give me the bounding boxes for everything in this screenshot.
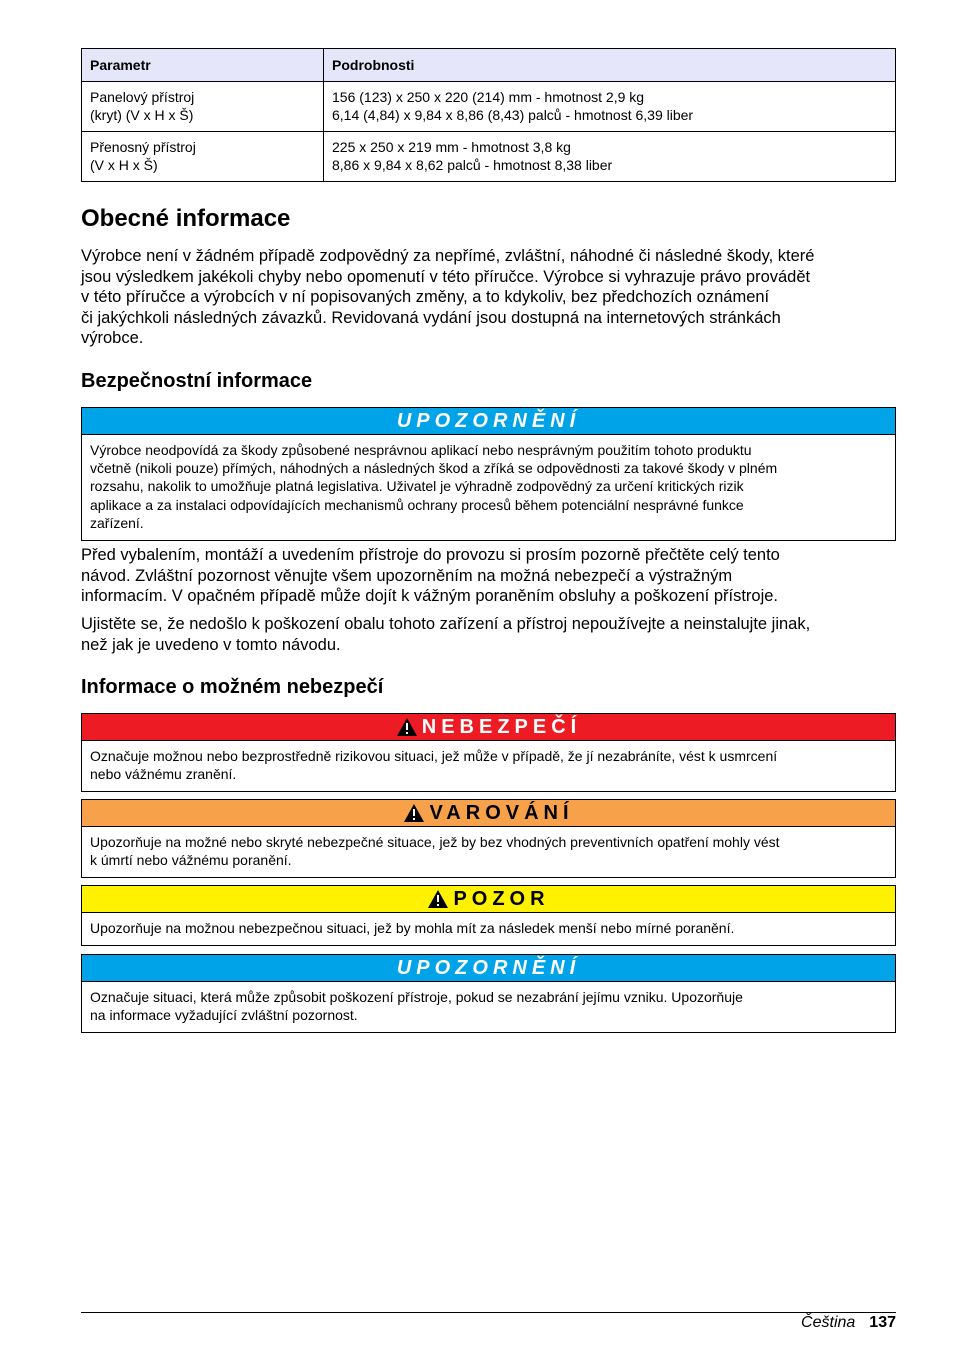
text-line: Ujistěte se, že nedošlo k poškození obalu tohoto zařízení a přístroj nepoužívejte a neinstalujte jinak,	[81, 615, 811, 633]
cell-line: 8,86 x 9,84 x 8,62 palců - hmotnost 8,38 liber	[332, 157, 613, 173]
cell-line: Přenosný přístroj	[90, 139, 196, 155]
notice-box-text	[82, 435, 895, 540]
warning-triangle-icon	[427, 889, 449, 909]
cell-line: Panelový přístroj	[90, 89, 195, 105]
page-number: 137	[869, 1314, 896, 1331]
notice-definition-text	[82, 982, 895, 1032]
text-line: na informace vyžadující zvláštní pozornost.	[90, 1007, 358, 1024]
text-line: Označuje situaci, která může způsobit poškození přístroje, pokud se nezabrání jejímu vzniku. Upozorňuje	[90, 989, 743, 1005]
danger-box-header	[82, 714, 895, 741]
column-header-parameter: Parametr	[82, 49, 324, 82]
warning-triangle-icon	[396, 717, 418, 737]
table-cell-parameter	[82, 132, 324, 182]
column-header-details: Podrobnosti	[324, 49, 896, 82]
page-footer	[801, 1313, 896, 1333]
text-line: než jak je uvedeno v tomto návodu.	[81, 635, 341, 654]
safety-paragraph-2	[81, 614, 896, 655]
cell-line: 6,14 (4,84) x 9,84 x 8,86 (8,43) palců - hmotnost 6,39 liber	[332, 107, 694, 123]
cell-line: 225 x 250 x 219 mm - hmotnost 3,8 kg	[332, 139, 571, 155]
notice-box	[81, 407, 896, 541]
warning-triangle-icon	[403, 803, 425, 823]
notice-box-header	[82, 408, 895, 435]
text-line: Upozorňuje na možnou nebezpečnou situaci, jež by mohla mít za následek menší nebo mírné poranění.	[90, 920, 735, 936]
cell-line: (V x H x Š)	[90, 157, 158, 173]
text-line: rozsahu, nakolik to umožňuje platná legislativa. Uživatel je výhradně zodpovědný za určení kritických rizik	[90, 478, 744, 495]
warning-box	[81, 799, 896, 878]
notice-definition-header	[82, 955, 895, 982]
text-line: Před vybalením, montáží a uvedením přístroje do provozu si prosím pozorně přečtěte celý tento	[81, 546, 780, 564]
text-line: nebo vážnému zranění.	[90, 766, 237, 783]
footer-language: Čeština	[801, 1314, 856, 1331]
text-line: zařízení.	[90, 514, 144, 531]
section-heading-general: Obecné informace	[81, 205, 291, 232]
caution-box-text	[82, 913, 895, 945]
warning-box-header	[82, 800, 895, 827]
text-line: Výrobce neodpovídá za škody způsobené nesprávnou aplikací nebo nesprávným použitím tohoto produktu	[90, 442, 752, 458]
text-line: v této příručce a výrobcích v ní popisovaných změny, a to kdykoliv, bez předchozích oznámení	[81, 288, 770, 307]
table-header-row	[82, 49, 896, 82]
warning-title: VAROVÁNÍ	[429, 801, 574, 824]
safety-paragraph-1	[81, 545, 896, 607]
text-line: jsou výsledkem jakékoli chyby nebo opomenutí v této příručce. Výrobce si vyhrazuje právo provádět	[81, 267, 811, 286]
general-paragraph	[81, 246, 896, 349]
text-line: výrobce.	[81, 329, 144, 348]
spec-table	[81, 48, 896, 182]
table-cell-details	[324, 132, 896, 182]
warning-box-text	[82, 827, 895, 877]
table-cell-parameter	[82, 82, 324, 132]
text-line: Upozorňuje na možné nebo skryté nebezpečné situace, jež by bez vhodných preventivních opatření mohly vést	[90, 834, 780, 850]
notice-title: UPOZORNĚNÍ	[396, 409, 581, 432]
table-cell-details	[324, 82, 896, 132]
table-row	[82, 132, 896, 182]
text-line: Výrobce není v žádném případě zodpovědný za nepřímé, zvláštní, náhodné či následné škody, které	[81, 247, 815, 265]
section-heading-hazard: Informace o možném nebezpečí	[81, 676, 384, 698]
caution-box	[81, 885, 896, 946]
text-line: včetně (nikoli pouze) přímých, náhodných a následných škod a zříká se odpovědnosti za takové škody v plném	[90, 460, 778, 477]
text-line: návod. Zvláštní pozornost věnujte všem upozorněním na možná nebezpečí a výstražným	[81, 566, 733, 585]
danger-title: NEBEZPEČÍ	[421, 715, 582, 738]
text-line: aplikace a za instalaci odpovídajících mechanismů ochrany procesů během potenciální nesprávné funkce	[90, 496, 744, 513]
footer-divider	[81, 1312, 896, 1313]
caution-title: POZOR	[453, 887, 550, 910]
cell-line: (kryt) (V x H x Š)	[90, 107, 194, 123]
notice-definition-box	[81, 954, 896, 1033]
text-line: informacím. V opačném případě může dojít k vážným poraněním obsluhy a poškození přístroje.	[81, 587, 779, 606]
danger-box	[81, 713, 896, 792]
text-line: Označuje možnou nebo bezprostředně rizikovou situaci, jež může v případě, že jí nezabráníte, vést k usmrcení	[90, 748, 778, 764]
section-heading-safety: Bezpečnostní informace	[81, 370, 313, 392]
notice-definition-title: UPOZORNĚNÍ	[396, 956, 581, 979]
danger-box-text	[82, 741, 895, 791]
text-line: k úmrtí nebo vážnému poranění.	[90, 852, 292, 869]
table-row	[82, 82, 896, 132]
text-line: či jakýchkoli následných závazků. Revidovaná vydání jsou dostupná na internetových stránkách	[81, 308, 781, 327]
cell-line: 156 (123) x 250 x 220 (214) mm - hmotnost 2,9 kg	[332, 89, 645, 105]
caution-box-header	[82, 886, 895, 913]
